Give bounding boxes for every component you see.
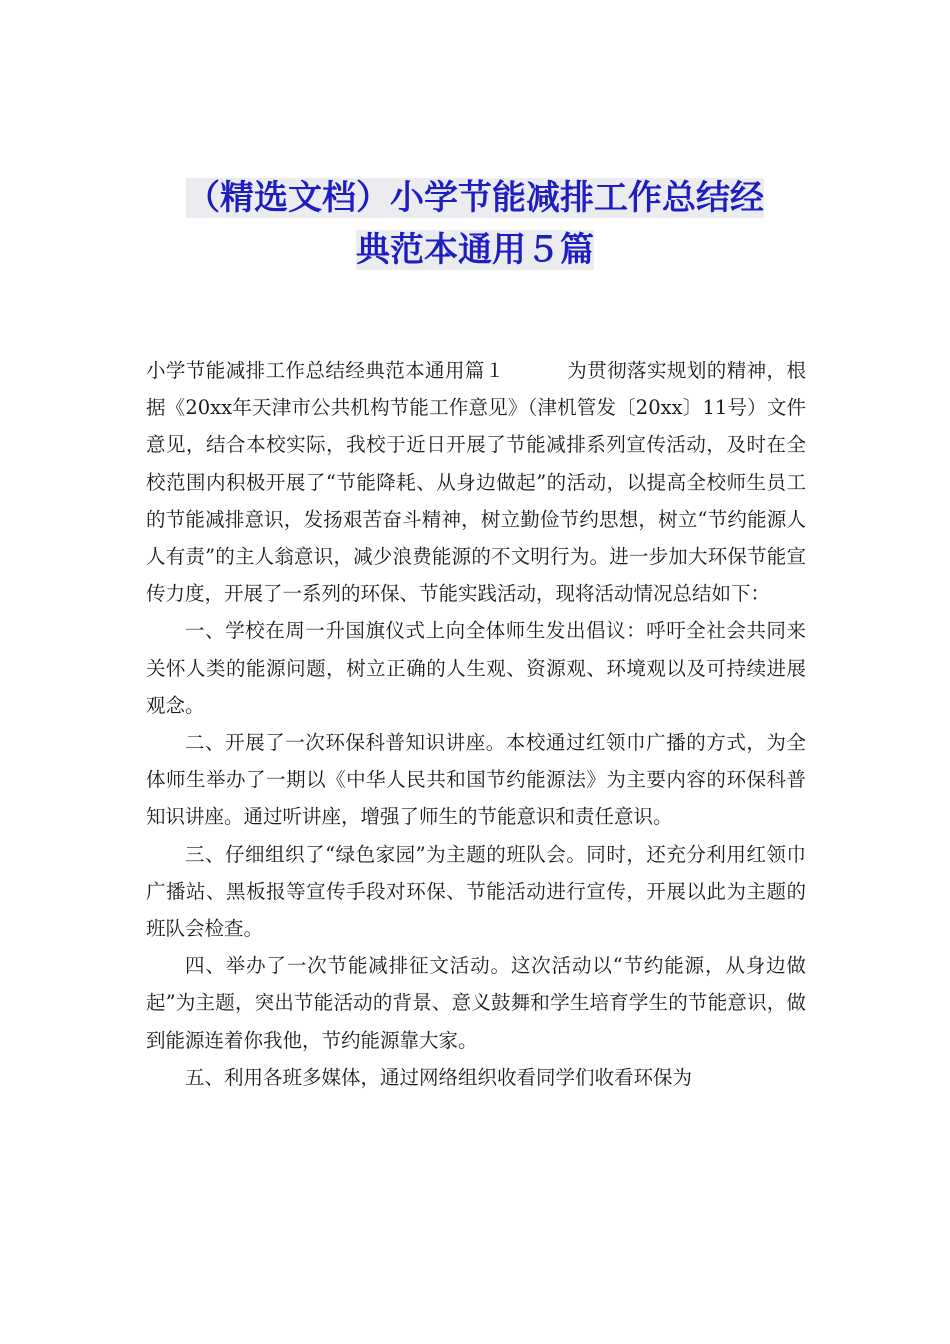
paragraph-text: 为贯彻落实规划的精神，根据《20xx年天津市公共机构节能工作意见》（津机管发〔20xx〕11号）文件意见，结合本校实际，我校于近日开展了节能减排系列宣传活动，及时在全校范围内积极开展了“节能降耗、从身边做起”的活动，以提高全校师生员工的节能减排意识，发扬艰苦奋斗精神，树立勤俭节约思想，树立“节约能源人人有责”的主人翁意识，减少浪费能源的不文明行为。进一步加大环保节能宣传力度，开展了一系列的环保、节能实践活动，现将活动情况总结如下： bbox=[146, 359, 806, 606]
paragraph: 一、学校在周一升国旗仪式上向全体师生发出倡议：呼吁全社会共同来关怀人类的能源问题，树立正确的人生观、资源观、环境观以及可持续进展观念。 bbox=[146, 619, 806, 717]
title-line-1: （精选文档）小学节能减排工作总结经 bbox=[186, 178, 764, 218]
intro-paragraph bbox=[146, 352, 806, 612]
document-title bbox=[130, 172, 820, 276]
paragraph: 三、仔细组织了“绿色家园”为主题的班队会。同时，还充分利用红领巾广播站、黑板报等宣传手段对环保、节能活动进行宣传，开展以此为主题的班队会检查。 bbox=[146, 842, 806, 941]
paragraph: 二、开展了一次环保科普知识讲座。本校通过红领巾广播的方式，为全体师生举办了一期以《中华人民共和国节约能源法》为主要内容的环保科普知识讲座。通过听讲座，增强了师生的节能意识和责任意识。 bbox=[146, 731, 806, 829]
section-heading: 小学节能减排工作总结经典范本通用篇１ bbox=[146, 359, 505, 382]
title-line-2: 典范本通用５篇 bbox=[356, 230, 594, 270]
paragraph: 四、举办了一次节能减排征文活动。这次活动以“节约能源，从身边做起”为主题，突出节能活动的背景、意义鼓舞和学生培育学生的节能意识，做到能源连着你我他，节约能源靠大家。 bbox=[146, 954, 806, 1052]
paragraph: 五、利用各班多媒体，通过网络组织收看同学们收看环保为 bbox=[185, 1065, 693, 1089]
document-body bbox=[146, 352, 806, 1096]
